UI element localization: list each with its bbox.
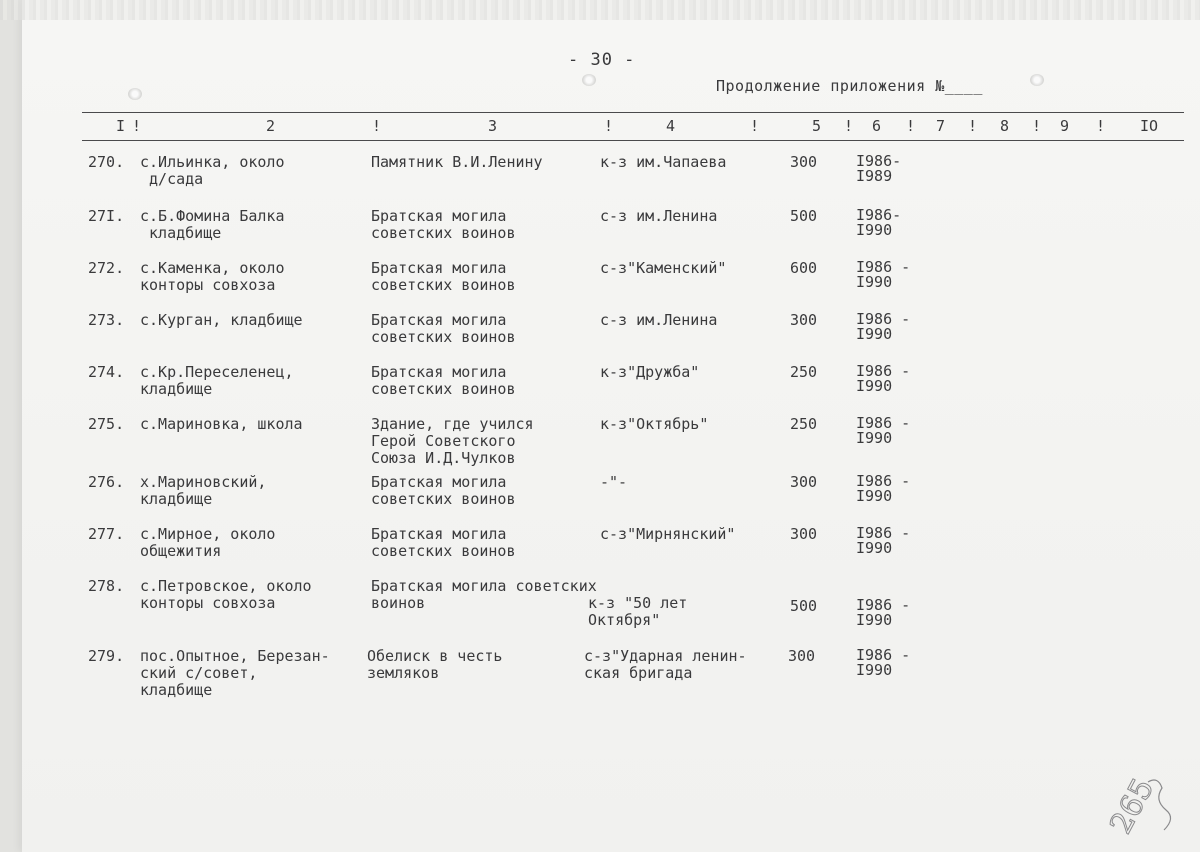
column-header-1: I	[116, 117, 126, 135]
column-header-10: IO	[1140, 117, 1159, 135]
row-number: 278.	[88, 577, 125, 595]
row-number: 279.	[88, 647, 125, 665]
row-years: I986 - I990	[856, 362, 911, 395]
row-number: 273.	[88, 311, 125, 329]
row-area: 250	[790, 363, 818, 381]
row-location: с.Мирное, около общежития	[140, 525, 276, 560]
row-location: х.Мариновский, кладбище	[140, 473, 267, 508]
row-organization: с-з им.Ленина	[600, 311, 718, 329]
column-header-2: 2	[266, 117, 276, 135]
row-object: Братская могила советских воинов	[371, 577, 597, 612]
column-header-5: 5	[812, 117, 822, 135]
row-years: I986 - I990	[856, 472, 911, 505]
row-location: с.Курган, кладбище	[140, 311, 303, 329]
handwritten-page-number	[1088, 762, 1188, 842]
page-top-edge	[0, 0, 1200, 20]
row-object: Братская могила советских воинов	[371, 259, 516, 294]
column-header-7: 7	[936, 117, 946, 135]
column-separator: !	[968, 117, 978, 135]
column-header-8: 8	[1000, 117, 1010, 135]
column-separator: !	[906, 117, 916, 135]
row-number: 272.	[88, 259, 125, 277]
row-location: с.Каменка, около конторы совхоза	[140, 259, 285, 294]
header-bottom-rule	[82, 140, 1184, 141]
row-location: с.Кр.Переселенец, кладбище	[140, 363, 294, 398]
column-separator: !	[1032, 117, 1042, 135]
page-number: - 30 -	[568, 50, 636, 70]
row-organization: -"-	[600, 473, 628, 491]
row-object: Братская могила советских воинов	[371, 207, 516, 242]
row-object: Памятник В.И.Ленину	[371, 153, 543, 171]
row-organization: с-з им.Ленина	[600, 207, 718, 225]
row-years: I986- I989	[856, 152, 902, 185]
row-location: с.Петровское, около конторы совхоза	[140, 577, 312, 612]
continuation-label: Продолжение приложения №____	[716, 77, 983, 95]
row-number: 274.	[88, 363, 125, 381]
row-number: 27I.	[88, 207, 125, 225]
punch-hole	[582, 74, 596, 86]
table-header	[0, 117, 1200, 139]
punch-hole	[128, 88, 142, 100]
row-years: I986 - I990	[856, 524, 911, 557]
row-object: Здание, где учился Герой Советского Союза И.Д.Чулков	[371, 415, 534, 467]
row-years: I986- I990	[856, 206, 902, 239]
margin-note: 265	[1103, 772, 1162, 840]
row-years: I986 - I990	[856, 646, 911, 679]
column-separator: !	[372, 117, 382, 135]
row-object: Братская могила советских воинов	[371, 473, 516, 508]
row-years: I986 - I990	[856, 258, 911, 291]
row-location: с.Б.Фомина Балка кладбище	[140, 207, 285, 242]
row-location: с.Мариновка, школа	[140, 415, 303, 433]
row-organization: к-з "50 лет Октября"	[588, 594, 688, 629]
row-location: пос.Опытное, Березан- ский с/совет, кладбище	[140, 647, 330, 699]
row-area: 300	[790, 525, 818, 543]
header-top-rule	[82, 112, 1184, 113]
row-area: 250	[790, 415, 818, 433]
column-separator: !	[844, 117, 854, 135]
row-years: I986 - I990	[856, 414, 911, 447]
row-object: Братская могила советских воинов	[371, 525, 516, 560]
column-separator: !	[604, 117, 614, 135]
row-location: с.Ильинка, около д/сада	[140, 153, 285, 188]
row-area: 300	[788, 647, 816, 665]
column-separator: !	[1096, 117, 1106, 135]
row-number: 276.	[88, 473, 125, 491]
row-organization: к-з им.Чапаева	[600, 153, 727, 171]
column-separator: !	[750, 117, 760, 135]
column-header-4: 4	[666, 117, 676, 135]
row-organization: с-з"Ударная ленин- ская бригада	[584, 647, 747, 682]
column-header-3: 3	[488, 117, 498, 135]
row-area: 300	[790, 473, 818, 491]
row-object: Братская могила советских воинов	[371, 311, 516, 346]
column-header-9: 9	[1060, 117, 1070, 135]
row-number: 275.	[88, 415, 125, 433]
column-header-6: 6	[872, 117, 882, 135]
row-organization: к-з"Дружба"	[600, 363, 700, 381]
punch-hole	[1030, 74, 1044, 86]
row-organization: к-з"Октябрь"	[600, 415, 709, 433]
row-area: 500	[790, 597, 818, 615]
row-years: I986 - I990	[856, 596, 911, 629]
row-area: 500	[790, 207, 818, 225]
row-area: 600	[790, 259, 818, 277]
row-object: Братская могила советских воинов	[371, 363, 516, 398]
column-separator: !	[132, 117, 142, 135]
row-object: Обелиск в честь земляков	[367, 647, 503, 682]
row-number: 277.	[88, 525, 125, 543]
row-years: I986 - I990	[856, 310, 911, 343]
row-area: 300	[790, 311, 818, 329]
row-area: 300	[790, 153, 818, 171]
row-organization: с-з"Каменский"	[600, 259, 727, 277]
row-number: 270.	[88, 153, 125, 171]
row-organization: с-з"Мирнянский"	[600, 525, 736, 543]
